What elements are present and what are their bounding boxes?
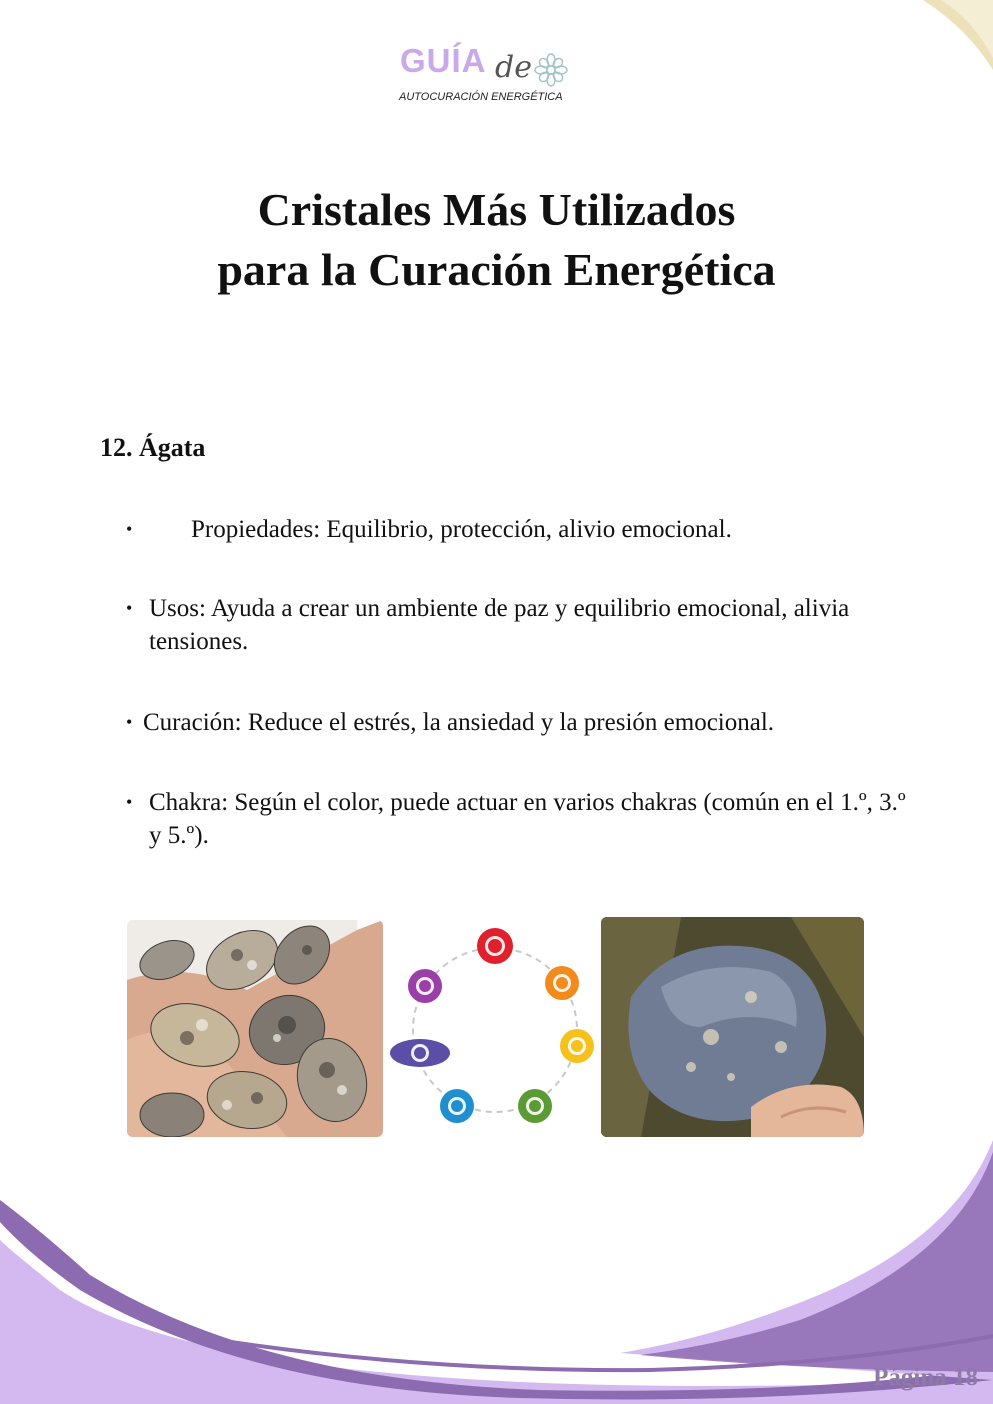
bullet-dot: • (126, 519, 133, 539)
bullet-dot: • (126, 712, 133, 732)
corner-decoration (923, 0, 993, 70)
page-number: Página 18 (873, 1364, 978, 1391)
bullet-text: Chakra: Según el color, puede actuar en varios chakras (común en el 1.º, 3.º y 5.º). (149, 789, 906, 849)
logo-word: GUÍA (400, 42, 487, 79)
bottom-wave-decoration (0, 1140, 993, 1404)
bullet-dot: • (126, 598, 133, 618)
chakra-blue-icon (440, 1089, 474, 1123)
chakra-indigo-icon (390, 1039, 450, 1067)
title-line-2: para la Curación Energética (217, 244, 776, 295)
blue-agate-stone-image (601, 917, 864, 1137)
bullet-chakra (126, 786, 916, 852)
section-heading: 12. Ágata (100, 433, 206, 462)
agate-stones-in-hand-image (127, 920, 383, 1137)
logo-subtitle: AUTOCURACIÓN ENERGÉTICA (399, 91, 563, 103)
bullet-text: Usos: Ayuda a crear un ambiente de paz y equilibrio emocional, alivia tensiones. (149, 595, 850, 655)
chakra-circle-diagram (385, 918, 600, 1138)
bullet-uses (126, 592, 886, 658)
bullet-text: Curación: Reduce el estrés, la ansiedad y la presión emocional. (143, 709, 775, 736)
flower-icon (533, 52, 569, 88)
chakra-yellow-icon (560, 1029, 594, 1063)
bullet-dot: • (126, 792, 133, 812)
chakra-orange-icon (545, 966, 579, 1000)
chakra-green-icon (518, 1089, 552, 1123)
chakra-crown-icon (477, 928, 513, 964)
logo-connector: de (495, 50, 532, 85)
chakra-violet-icon (408, 969, 442, 1003)
logo (395, 42, 605, 110)
page-title (0, 180, 993, 300)
bullet-text: Propiedades: Equilibrio, protección, alivio emocional. (191, 516, 732, 543)
title-line-1: Cristales Más Utilizados (257, 184, 736, 235)
